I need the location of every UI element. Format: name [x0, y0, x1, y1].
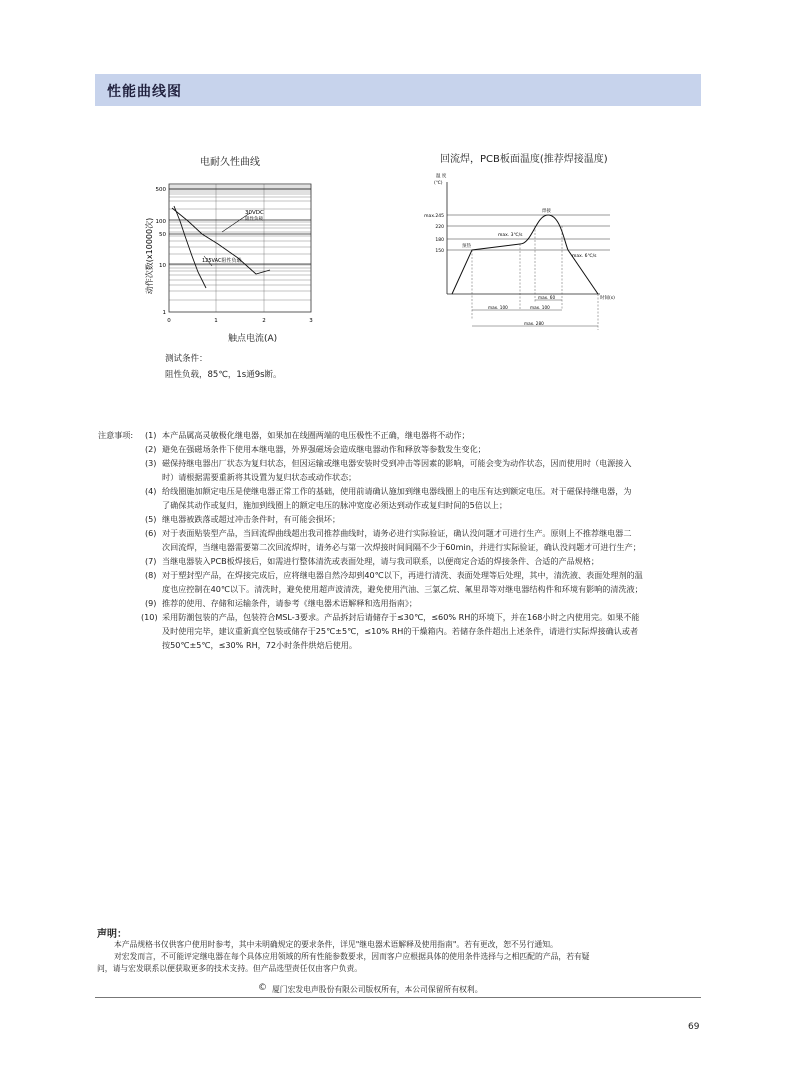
note-number: (5): [145, 514, 157, 524]
note-text: 度也应控制在40℃以下。清洗时，避免使用超声波清洗，避免使用汽油、三氯乙烷、氟里昂等对继电器结构件和环境有影响的清洗液；: [162, 584, 643, 594]
label-peak: 焊接: [542, 209, 551, 214]
label-preheat: 预热: [462, 244, 471, 249]
note-number: (4): [145, 486, 157, 496]
reflow-ytick-220: 220: [435, 225, 444, 230]
note-text: 继电器被跌落或超过冲击条件时，有可能会损坏；: [162, 514, 341, 524]
note-text: 推荐的使用、存储和运输条件，请参考《继电器术语解释和选用指南》；: [162, 598, 417, 608]
test-condition-title: 测试条件：: [165, 354, 208, 364]
note-text: 了确保其动作或复归，施加到线圈上的额定电压的脉冲宽度必须达到动作或复归时间的5倍以上；: [162, 500, 508, 510]
reflow-chart: [420, 170, 620, 335]
note-text: 采用防潮包装的产品，包装符合MSL-3要求。产品拆封后请储存于≤30℃，≤60% RH的环境下，并在168小时之内使用完。如果不能: [162, 612, 640, 622]
note-number: (2): [145, 444, 157, 454]
statement-line: 对宏发而言，不可能评定继电器在每个具体应用领域的所有性能参数要求，因而客户应根据具体的使用条件选择与之相匹配的产品，若有疑: [114, 952, 590, 961]
note-text: 次回流焊，当继电器需要第二次回流焊时，请务必与第一次焊接时间间隔不少于60min，并进行实际验证，确认没问题才可进行生产；: [162, 542, 641, 552]
note-number: (7): [145, 556, 157, 566]
test-condition-text: 阻性负载，85℃，1s通9s断。: [165, 370, 282, 380]
label-rise-rate: max. 3℃/s: [498, 233, 523, 238]
copyright-icon: ©: [258, 983, 267, 993]
note-number: (6): [145, 528, 157, 538]
endurance-chart: [140, 176, 325, 346]
reflow-xlabel: 时间(s): [600, 296, 615, 301]
reflow-chart-title: 回流焊，PCB板面温度(推荐焊接温度): [440, 154, 608, 165]
notes-heading: 注意事项:: [98, 430, 134, 440]
endurance-chart-title: 电耐久性曲线: [200, 157, 260, 168]
note-number: (8): [145, 570, 157, 580]
note-text: 时）请根据需要重新将其设置为复归状态或动作状态；: [162, 472, 357, 482]
footer-divider: [95, 997, 701, 998]
dim-max-280: max. 280: [524, 321, 544, 326]
note-text: 避免在强磁场条件下使用本继电器，外界强磁场会造成继电器动作和释放等参数发生变化；: [162, 444, 486, 454]
statement-line: 本产品规格书仅供客户使用时参考，其中未明确规定的要求条件，详见"继电器术语解释及使用指南"。若有更改，恕不另行通知。: [114, 940, 558, 949]
reflow-ylabel-2: (℃): [434, 181, 443, 186]
y-tick-1: 1: [162, 310, 166, 316]
reflow-ytick-245: max.245: [424, 214, 444, 219]
y-tick-500: 500: [155, 187, 166, 193]
y-tick-10: 10: [159, 263, 166, 269]
section-title: 性能曲线图: [107, 84, 182, 100]
reflow-ylabel-1: 温 度: [436, 174, 447, 179]
note-text: 对于塑封型产品，在焊接完成后，应将继电器自然冷却到40℃以下，再进行清洗、表面处理等后处理，其中，清洗液、表面处理剂的温: [162, 570, 643, 580]
statement-heading: 声明：: [97, 929, 127, 940]
note-text: 及时使用完毕，建议重新真空包装或储存于25℃±5℃，≤10% RH的干燥箱内。若储存条件超出上述条件，请进行实际焊接确认或者: [162, 626, 639, 636]
dim-max-60: max. 60: [538, 295, 556, 300]
page-number: 69: [688, 1022, 700, 1032]
y-tick-50: 50: [159, 232, 166, 238]
x-tick-3: 3: [309, 318, 313, 324]
endurance-ylabel: 动作次数(x10000次): [145, 217, 154, 295]
note-number: (3): [145, 458, 157, 468]
label-30vdc-sub: 阻性负载: [245, 217, 263, 222]
label-125vac: 125VAC阻性负载: [202, 258, 242, 264]
y-tick-100: 100: [155, 219, 166, 225]
reflow-ytick-180: 180: [435, 238, 444, 243]
note-number: (1): [145, 430, 157, 440]
x-tick-1: 1: [214, 318, 218, 324]
note-text: 本产品属高灵敏极化继电器，如果加在线圈两端的电压极性不正确，继电器将不动作；: [162, 430, 470, 440]
x-tick-2: 2: [262, 318, 266, 324]
label-30vdc: 30VDC: [245, 210, 264, 216]
note-text: 磁保持继电器出厂状态为复归状态，但因运输或继电器安装时受到冲击等因素的影响，可能会变为动作状态，因而使用时（电源接入: [162, 458, 632, 468]
endurance-xlabel: 触点电流(A): [228, 334, 278, 344]
label-fall-rate: max. 6℃/s: [572, 254, 597, 259]
section-header-bar: [95, 74, 701, 106]
note-text: 对于表面贴装型产品，当回流焊曲线超出我司推荐曲线时，请务必进行实际验证，确认没问题才可进行生产。原则上不推荐继电器二: [162, 528, 632, 538]
note-text: 给线圈施加额定电压是使继电器正常工作的基础，使用前请确认施加到继电器线圈上的电压有达到额定电压。对于磁保持继电器，为: [162, 486, 632, 496]
x-tick-0: 0: [167, 318, 171, 324]
reflow-ytick-150: 150: [435, 249, 444, 254]
note-text: 当继电器装入PCB板焊接后，如需进行整体清洗或表面处理，请与我司联系，以便商定合适的焊接条件、合适的产品规格；: [162, 556, 599, 566]
note-number: (9): [145, 598, 157, 608]
note-text: 按50℃±5℃，≤30% RH，72小时条件烘焙后使用。: [162, 640, 357, 650]
note-number: (10): [141, 612, 158, 622]
dim-max-100-b: max. 100: [530, 305, 550, 310]
copyright-text: 厦门宏发电声股份有限公司版权所有，本公司保留所有权利。: [272, 985, 483, 994]
dim-max-100-a: max. 100: [488, 305, 508, 310]
statement-line: 问，请与宏发联系以便获取更多的技术支持。但产品选型责任仅由客户负责。: [97, 964, 363, 973]
